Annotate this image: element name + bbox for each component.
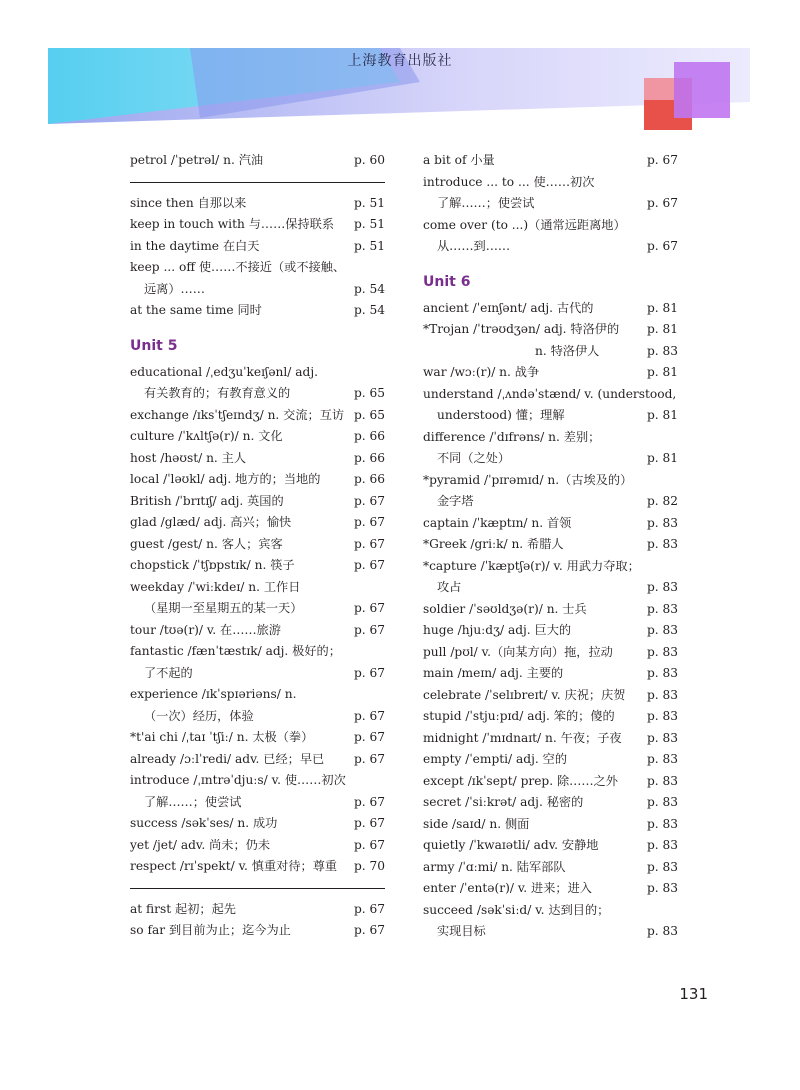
- vocab-text: success /səkˈses/ n. 成功: [130, 816, 278, 830]
- vocab-entry: [423, 341, 678, 363]
- vocab-text: 有关教育的；有教育意义的: [144, 386, 291, 400]
- vocab-text: exchange /ɪksˈtʃeɪndʒ/ n. 交流；互访: [130, 407, 345, 422]
- vocab-text: 从……到……: [437, 239, 511, 253]
- vocab-text: 了解……；使尝试: [144, 794, 242, 809]
- right-column: [423, 150, 678, 943]
- vocab-page-ref: p. 66: [353, 450, 385, 465]
- unit-heading: Unit 5: [130, 337, 178, 354]
- vocab-page-ref: p. 67: [353, 923, 385, 937]
- vocab-entry: [423, 470, 678, 492]
- vocab-entry: [130, 835, 385, 857]
- vocab-page-ref: p. 67: [646, 239, 678, 253]
- vocab-text: *pyramid /ˈpɪrəmɪd/ n.（古埃及的）: [423, 472, 633, 487]
- vocab-page-ref: p. 54: [353, 303, 385, 317]
- vocab-entry: [423, 857, 678, 879]
- vocab-entry: [423, 900, 678, 922]
- vocab-entry: [130, 856, 385, 878]
- vocab-text: difference /ˈdɪfrəns/ n. 差别；: [423, 429, 601, 444]
- vocab-text: 金字塔: [437, 494, 474, 508]
- vocab-text: British /ˈbrɪtɪʃ/ adj. 英国的: [130, 493, 284, 508]
- vocab-entry: [423, 878, 678, 900]
- vocab-text: main /meɪn/ adj. 主要的: [423, 666, 564, 680]
- vocab-page-ref: p. 51: [353, 195, 385, 210]
- vocab-entry: [130, 770, 385, 792]
- vocab-entry: [130, 236, 385, 258]
- vocab-entry: [130, 920, 385, 942]
- vocab-entry: [423, 599, 678, 621]
- vocab-page-ref: p. 67: [353, 558, 385, 572]
- vocab-page-ref: p. 83: [646, 601, 678, 616]
- vocab-page-ref: p. 67: [646, 196, 678, 210]
- vocab-page-ref: p. 51: [353, 217, 385, 231]
- vocab-page-ref: p. 83: [646, 773, 678, 788]
- vocab-entry: [423, 513, 678, 535]
- vocab-page-ref: p. 70: [353, 859, 385, 873]
- vocab-text: a bit of 小量: [423, 153, 495, 167]
- vocab-text: keep in touch with 与……保持联系: [130, 217, 335, 231]
- vocab-page-ref: p. 81: [646, 451, 678, 465]
- vocab-text: 了不起的: [144, 665, 193, 680]
- vocab-entry: [423, 771, 678, 793]
- vocab-entry: [423, 556, 678, 578]
- vocab-entry: [423, 405, 678, 427]
- vocab-page-ref: p. 83: [646, 881, 678, 895]
- vocab-page-ref: p. 83: [646, 343, 678, 358]
- vocab-page-ref: p. 67: [353, 730, 385, 744]
- vocab-text: at first 起初；起先: [130, 901, 236, 916]
- vocab-page-ref: p. 51: [353, 238, 385, 253]
- vocab-entry: [130, 193, 385, 215]
- vocab-text: succeed /səkˈsiːd/ v. 达到目的；: [423, 902, 610, 917]
- vocab-page-ref: p. 81: [646, 365, 678, 379]
- vocab-page-ref: p. 67: [353, 708, 385, 723]
- vocab-text: *capture /ˈkæptʃə(r)/ v. 用武力夺取；: [423, 558, 640, 573]
- vocab-page-ref: p. 54: [353, 281, 385, 296]
- vocab-text: （星期一至星期五的某一天）: [144, 601, 303, 615]
- vocab-text: at the same time 同时: [130, 303, 262, 317]
- vocab-page-ref: p. 81: [646, 408, 678, 422]
- vocab-entry: [130, 383, 385, 405]
- vocab-entry: [423, 172, 678, 194]
- vocab-page-ref: p. 83: [646, 666, 678, 680]
- divider-rule: [130, 182, 385, 183]
- vocab-entry: [423, 193, 678, 215]
- vocab-text: respect /rɪˈspekt/ v. 慎重对待；尊重: [130, 859, 338, 873]
- vocab-page-ref: p. 83: [646, 687, 678, 702]
- vocab-page-ref: p. 83: [646, 816, 678, 831]
- vocab-entry: [423, 491, 678, 513]
- vocab-entry: [130, 727, 385, 749]
- vocab-entry: [423, 814, 678, 836]
- vocab-entry: [423, 792, 678, 814]
- vocab-text: quietly /ˈkwaɪətli/ adv. 安静地: [423, 838, 599, 852]
- unit-heading: Unit 6: [423, 273, 471, 290]
- vocab-entry: [130, 813, 385, 835]
- vocab-text: introduce /ˌɪntrəˈdjuːs/ v. 使……初次: [130, 773, 346, 787]
- vocab-page-ref: p. 82: [646, 494, 678, 508]
- vocab-entry: [130, 706, 385, 728]
- vocab-entry: [423, 362, 678, 384]
- vocab-text: war /wɔː(r)/ n. 战争: [423, 365, 540, 379]
- vocab-page-ref: p. 67: [353, 837, 385, 852]
- vocab-text: side /saɪd/ n. 侧面: [423, 816, 530, 831]
- vocab-text: culture /ˈkʌltʃə(r)/ n. 文化: [130, 429, 283, 443]
- vocab-entry: [423, 215, 678, 237]
- vocab-page-ref: p. 83: [646, 795, 678, 809]
- vocab-text: already /ɔːlˈredi/ adv. 已经；早已: [130, 751, 325, 766]
- vocab-page-ref: p. 83: [646, 859, 678, 874]
- vocab-text: petrol /ˈpetrəl/ n. 汽油: [130, 153, 264, 167]
- vocab-text: guest /gest/ n. 客人；宾客: [130, 536, 283, 551]
- vocab-page-ref: p. 66: [353, 429, 385, 443]
- vocab-entry: [130, 792, 385, 814]
- vocab-entry: [423, 534, 678, 556]
- vocab-entry: [423, 749, 678, 771]
- vocab-text: midnight /ˈmɪdnaɪt/ n. 午夜；子夜: [423, 730, 622, 745]
- vocab-text: local /ˈləʊkl/ adj. 地方的；当地的: [130, 472, 321, 486]
- vocab-entry: [130, 620, 385, 642]
- vocab-entry: [423, 685, 678, 707]
- vocab-text: 了解……；使尝试: [437, 196, 535, 210]
- vocab-page-ref: p. 60: [353, 153, 385, 167]
- vocab-entry: [130, 214, 385, 236]
- vocab-text: *t'ai chi /ˌtaɪ ˈtʃiː/ n. 太极（拳）: [130, 730, 314, 744]
- vocab-entry: [130, 405, 385, 427]
- vocab-text: 不同（之处）: [437, 451, 511, 465]
- vocab-text: tour /tʊə(r)/ v. 在……旅游: [130, 622, 281, 637]
- vocab-page-ref: p. 67: [353, 665, 385, 680]
- vocab-text: celebrate /ˈselɪbreɪt/ v. 庆祝；庆贺: [423, 687, 626, 702]
- vocab-text: empty /ˈempti/ adj. 空的: [423, 752, 568, 766]
- vocab-page-ref: p. 83: [646, 623, 678, 637]
- vocab-entry: [130, 469, 385, 491]
- vocab-text: fantastic /fænˈtæstɪk/ adj. 极好的；: [130, 644, 341, 658]
- vocab-page-ref: p. 65: [353, 386, 385, 400]
- vocab-page-ref: p. 83: [646, 515, 678, 530]
- vocab-text: understand /ˌʌndəˈstænd/ v. (understood,: [423, 386, 677, 401]
- vocab-entry: [130, 257, 385, 279]
- vocab-entry: [423, 150, 678, 172]
- vocab-entry: [423, 448, 678, 470]
- divider-rule: [130, 888, 385, 889]
- vocab-text: ancient /ˈeɪnʃənt/ adj. 古代的: [423, 300, 594, 315]
- vocab-text: since then 自那以来: [130, 195, 247, 210]
- vocab-text: introduce ... to ... 使……初次: [423, 174, 595, 189]
- vocab-entry: [423, 620, 678, 642]
- vocab-text: experience /ɪkˈspɪəriəns/ n.: [130, 687, 297, 701]
- vocab-text: stupid /ˈstjuːpɪd/ adj. 笨的；傻的: [423, 709, 615, 723]
- vocab-entry: [423, 298, 678, 320]
- vocab-entry: [130, 150, 385, 172]
- vocab-text: pull /pʊl/ v.（向某方向）拖，拉动: [423, 644, 613, 659]
- vocab-entry: [130, 555, 385, 577]
- banner-graphic: [0, 0, 800, 140]
- vocab-text: come over (to ...)（通常远距离地）: [423, 217, 626, 232]
- vocab-entry: [130, 491, 385, 513]
- vocab-text: soldier /ˈsəʊldʒə(r)/ n. 士兵: [423, 601, 587, 616]
- vocab-text: n. 特洛伊人: [535, 343, 600, 358]
- vocab-page-ref: p. 67: [353, 536, 385, 551]
- left-column: [130, 150, 385, 942]
- vocab-text: *Greek /griːk/ n. 希腊人: [423, 537, 564, 551]
- vocab-text: captain /ˈkæptɪn/ n. 首领: [423, 515, 572, 530]
- vocab-text: except /ɪkˈsept/ prep. 除……之外: [423, 773, 618, 788]
- page-number: 131: [679, 985, 708, 1003]
- vocab-text: 实现目标: [437, 924, 486, 938]
- vocab-entry: [423, 835, 678, 857]
- vocab-page-ref: p. 81: [646, 322, 678, 336]
- vocab-text: educational /ˌedʒuˈkeɪʃənl/ adj.: [130, 364, 318, 379]
- vocab-page-ref: p. 83: [646, 752, 678, 766]
- vocab-text: army /ˈɑːmi/ n. 陆军部队: [423, 859, 566, 874]
- vocab-entry: [423, 384, 678, 406]
- vocab-page-ref: p. 67: [353, 515, 385, 529]
- vocab-entry: [130, 279, 385, 301]
- vocab-text: yet /jet/ adv. 尚未；仍未: [130, 837, 271, 852]
- vocab-entry: [130, 598, 385, 620]
- vocab-text: huge /hjuːdʒ/ adj. 巨大的: [423, 623, 572, 637]
- publisher-name: 上海教育出版社: [347, 53, 453, 69]
- vocab-text: in the daytime 在白天: [130, 238, 260, 253]
- vocab-entry: [423, 728, 678, 750]
- vocab-text: 远离）……: [144, 281, 205, 296]
- vocab-text: chopstick /ˈtʃɒpstɪk/ n. 筷子: [130, 558, 295, 572]
- vocab-entry: [423, 642, 678, 664]
- vocab-entry: [130, 663, 385, 685]
- vocab-entry: [423, 427, 678, 449]
- vocab-page-ref: p. 67: [353, 901, 385, 916]
- vocab-page-ref: p. 67: [353, 751, 385, 766]
- vocab-entry: [130, 641, 385, 663]
- vocab-page-ref: p. 83: [646, 580, 678, 594]
- vocab-entry: [130, 899, 385, 921]
- vocab-page-ref: p. 83: [646, 924, 678, 938]
- vocab-entry: [130, 534, 385, 556]
- vocab-page-ref: p. 67: [646, 153, 678, 167]
- vocab-page-ref: p. 83: [646, 644, 678, 659]
- header-banner: [0, 0, 800, 140]
- vocab-page-ref: p. 83: [646, 838, 678, 852]
- vocab-page-ref: p. 83: [646, 709, 678, 723]
- vocab-page-ref: p. 83: [646, 730, 678, 745]
- vocab-text: host /həʊst/ n. 主人: [130, 450, 247, 465]
- vocab-entry: [423, 577, 678, 599]
- vocab-page-ref: p. 83: [646, 537, 678, 551]
- vocab-text: glad /glæd/ adj. 高兴；愉快: [130, 515, 292, 529]
- vocab-entry: [130, 448, 385, 470]
- vocab-text: *Trojan /ˈtrəʊdʒən/ adj. 特洛伊的: [423, 322, 620, 336]
- vocab-text: so far 到目前为止；迄今为止: [130, 923, 291, 937]
- vocab-text: enter /ˈentə(r)/ v. 进来；进入: [423, 881, 592, 895]
- vocab-entry: [130, 300, 385, 322]
- vocab-entry: [423, 236, 678, 258]
- vocab-page-ref: p. 65: [353, 407, 385, 422]
- vocab-entry: [130, 749, 385, 771]
- vocab-page-ref: p. 66: [353, 472, 385, 486]
- vocab-page-ref: p. 67: [353, 601, 385, 615]
- vocab-text: （一次）经历，体验: [144, 708, 254, 723]
- vocab-page-ref: p. 67: [353, 622, 385, 637]
- vocab-entry: [423, 706, 678, 728]
- vocab-entry: [130, 426, 385, 448]
- vocab-entry: [130, 577, 385, 599]
- vocab-page-ref: p. 67: [353, 816, 385, 830]
- vocab-entry: [130, 684, 385, 706]
- vocab-entry: [423, 319, 678, 341]
- vocab-entry: [130, 362, 385, 384]
- vocab-text: 攻占: [437, 580, 462, 594]
- vocab-entry: [130, 512, 385, 534]
- vocab-text: weekday /ˈwiːkdeɪ/ n. 工作日: [130, 579, 301, 594]
- vocab-entry: [423, 921, 678, 943]
- vocab-page-ref: p. 81: [646, 300, 678, 315]
- vocab-text: secret /ˈsiːkrət/ adj. 秘密的: [423, 795, 584, 809]
- vocab-page-ref: p. 67: [353, 493, 385, 508]
- vocab-text: keep ... off 使……不接近（或不接触、: [130, 260, 346, 274]
- vocab-text: understood) 懂；理解: [437, 408, 565, 422]
- vocab-entry: [423, 663, 678, 685]
- vocab-page-ref: p. 67: [353, 794, 385, 809]
